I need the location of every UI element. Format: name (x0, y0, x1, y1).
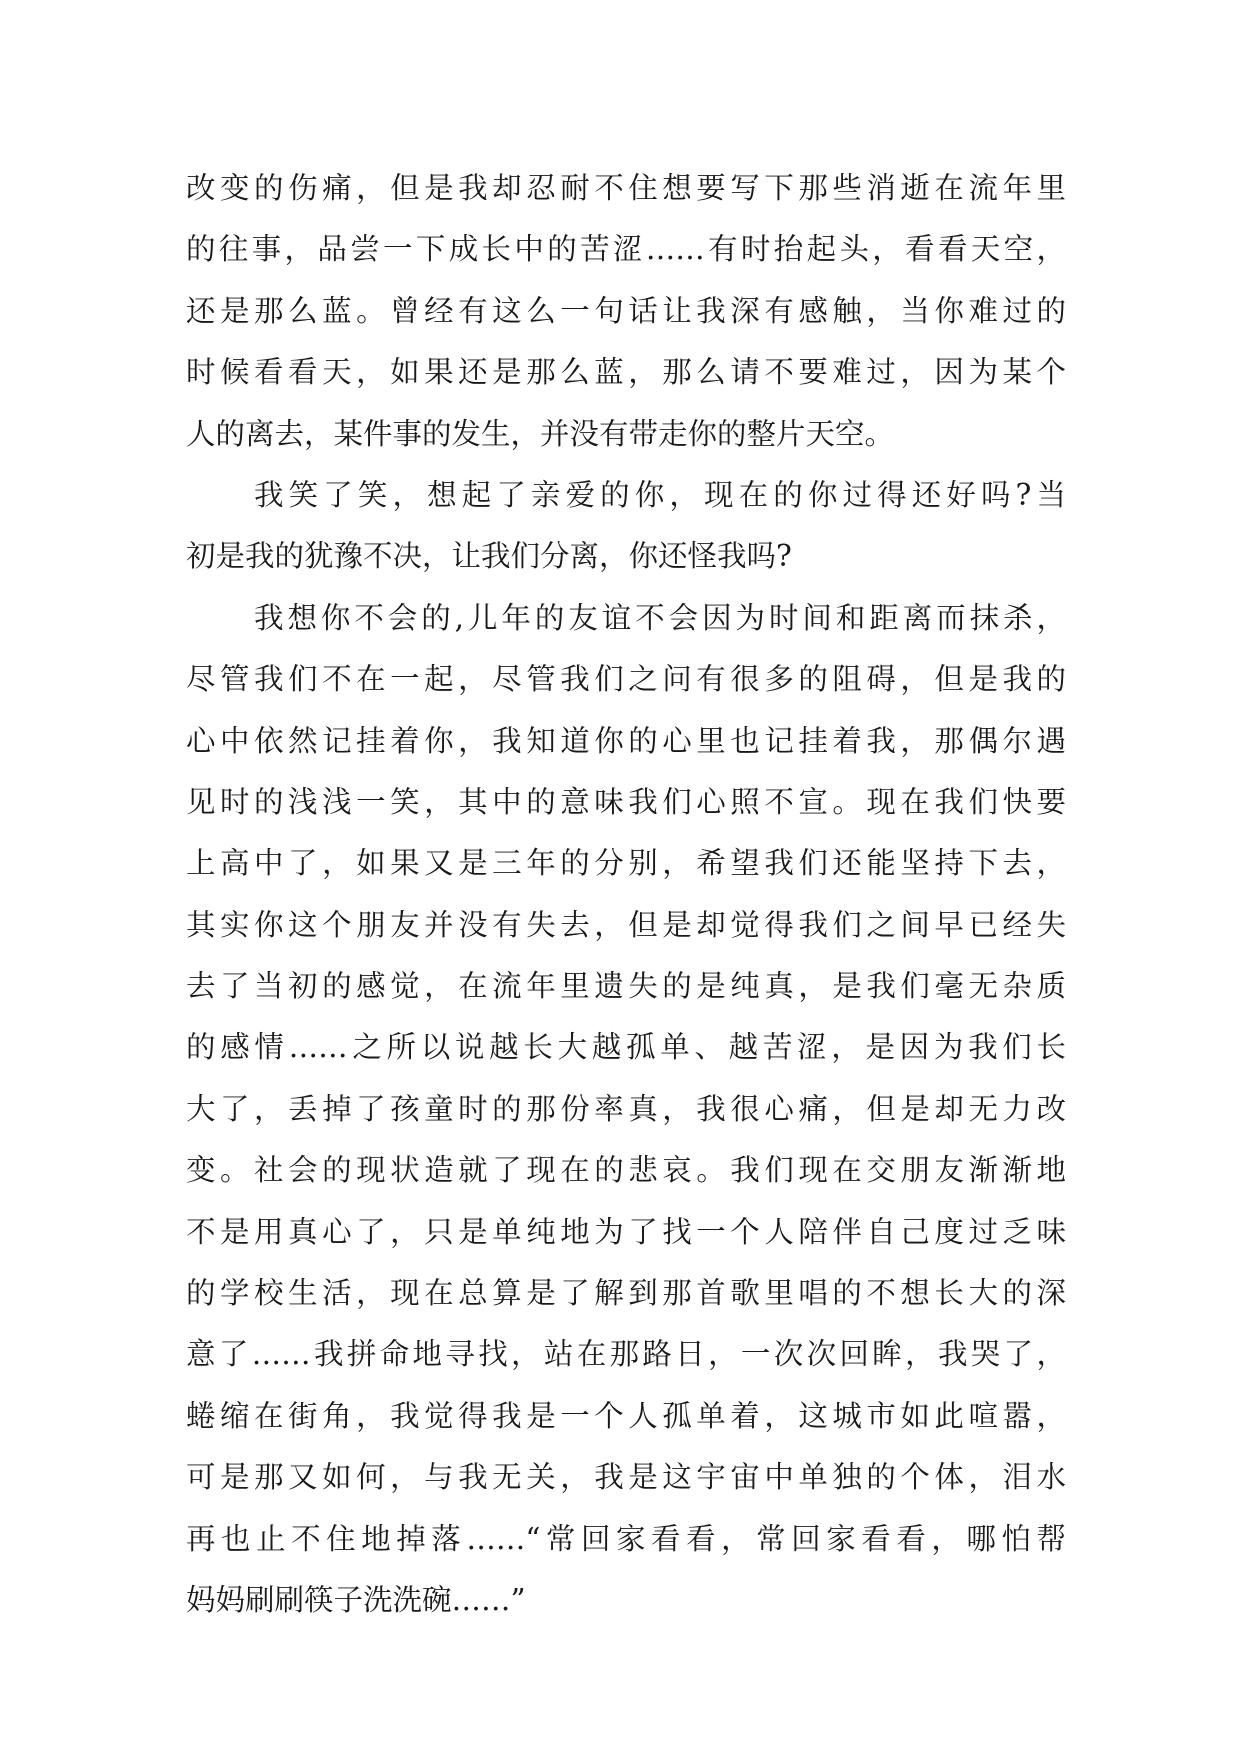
text-line: 上高中了，如果又是三年的分别，希望我们还能坚持下去， (186, 846, 1066, 881)
text-line: 意了……我拼命地寻找，站在那路日，一次次回眸，我哭了， (186, 1337, 1066, 1372)
text-line: 大了，丢掉了孩童时的那份率真，我很心痛，但是却无力改 (186, 1091, 1066, 1126)
text-line: 去了当初的感觉，在流年里遗失的是纯真，是我们毫无杂质 (186, 969, 1066, 1004)
text-line: 改变的伤痛，但是我却忍耐不住想要写下那些消逝在流年里 (186, 171, 1066, 205)
text-line: 时候看看天，如果还是那么蓝，那么请不要难过，因为某个 (186, 355, 1066, 390)
text-line: 我笑了笑，想起了亲爱的你，现在的你过得还好吗?当 (254, 477, 1066, 512)
text-line: 的感情……之所以说越长大越孤单、越苦涩，是因为我们长 (186, 1030, 1066, 1065)
text-line: 其实你这个朋友并没有失去，但是却觉得我们之间早已经失 (186, 907, 1066, 942)
text-line: 心中依然记挂着你，我知道你的心里也记挂着我，那偶尔遇 (186, 723, 1066, 758)
text-line: 可是那又如何，与我无关，我是这宇宙中单独的个体，泪水 (186, 1460, 1066, 1495)
text-line: 我想你不会的,儿年的友谊不会因为时间和距离而抹杀， (254, 600, 1066, 635)
text-line: 蜷缩在街角，我觉得我是一个人孤单着，这城市如此喧嚣， (186, 1398, 1066, 1433)
body-text (186, 158, 1066, 1631)
text-line: 的学校生活，现在总算是了解到那首歌里唱的不想长大的深 (186, 1276, 1066, 1311)
text-line: 人的离去，某件事的发生，并没有带走你的整片天空。 (186, 416, 895, 451)
text-line: 初是我的犹豫不决，让我们分离，你还怪我吗? (186, 539, 792, 574)
text-line: 还是那么蓝。曾经有这么一句话让我深有感触，当你难过的 (186, 293, 1066, 328)
text-line: 的往事，品尝一下成长中的苦涩……有时抬起头，看看天空， (186, 232, 1066, 267)
text-line: 变。社会的现状造就了现在的悲哀。我们现在交朋友渐渐地 (186, 1153, 1066, 1188)
text-line: 再也止不住地掉落……“常回家看看，常回家看看，哪怕帮 (186, 1521, 1066, 1556)
text-line: 见时的浅浅一笑，其中的意味我们心照不宣。现在我们快要 (186, 784, 1066, 819)
text-line: 妈妈刷刷筷子洗洗碗……” (186, 1582, 526, 1617)
text-line: 尽管我们不在一起，尽管我们之问有很多的阻碍，但是我的 (186, 662, 1066, 697)
text-line: 不是用真心了，只是单纯地为了找一个人陪伴自己度过乏味 (186, 1214, 1066, 1249)
